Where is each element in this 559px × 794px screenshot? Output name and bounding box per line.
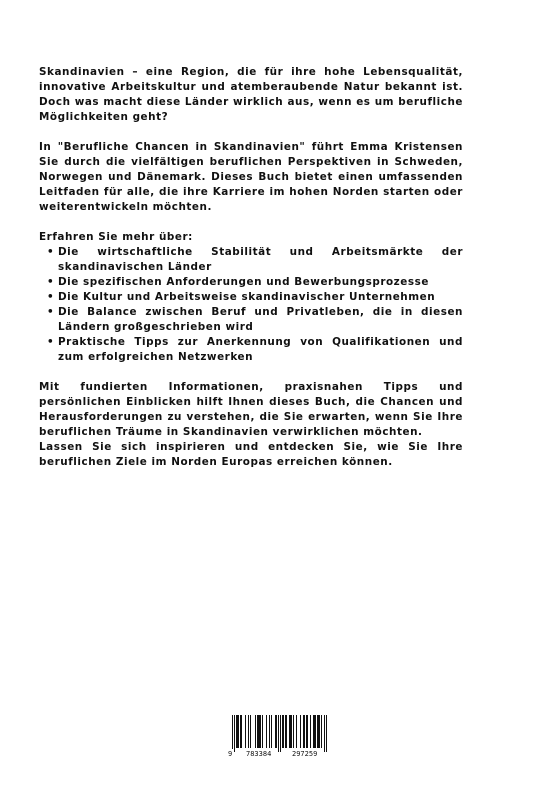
closing-paragraph-2: Lassen Sie sich inspirieren und entdecken Sie, wie Sie Ihre beruflichen Ziele im Norden Europas erreichen können. — [39, 441, 463, 468]
barcode-bar — [250, 715, 251, 748]
intro-paragraph: Skandinavien – eine Region, die für ihre hohe Lebensqualität, innovative Arbeitskultur und atemberaubende Natur bekannt ist. Doch was macht diese Länder wirklich aus, wenn es um berufliche Möglichkeiten geht? — [39, 66, 463, 123]
barcode-bar — [282, 715, 283, 748]
barcode-bar — [300, 715, 301, 748]
barcode-bar — [321, 715, 322, 748]
barcode-bar — [307, 715, 308, 748]
barcode-bar — [326, 715, 327, 752]
barcode-digits — [229, 749, 330, 760]
barcode-bar — [314, 715, 315, 748]
barcode-bar — [257, 715, 258, 748]
barcode-bar — [296, 715, 297, 748]
barcode-bar — [240, 715, 241, 748]
barcode-bar — [291, 715, 292, 748]
barcode-bar — [313, 715, 314, 748]
list-item: • Die wirtschaftliche Stabilität und Arbeitsmärkte der skandinavischen Länder — [47, 246, 463, 273]
barcode-bar — [283, 715, 284, 748]
barcode-left-group: 783384 — [246, 750, 272, 758]
barcode-bar — [315, 715, 316, 748]
barcode-bar — [290, 715, 291, 748]
barcode-bar — [289, 715, 290, 748]
barcode-bar — [234, 715, 235, 752]
barcode-bar — [248, 715, 249, 748]
isbn-barcode — [229, 713, 330, 760]
back-cover-text — [39, 65, 463, 485]
book-paragraph: In "Berufliche Chancen in Skandinavien" führt Emma Kristensen Sie durch die vielfältigen beruflichen Perspektiven in Schweden, Norwegen und Dänemark. Dieses Buch bietet einen umfassenden Leitfaden für alle, die ihre Karriere im hohen Norden starten oder weiterentwickeln möchten. — [39, 141, 463, 213]
barcode-bar — [319, 715, 320, 748]
barcode-bar — [276, 715, 277, 748]
barcode-bar — [293, 715, 294, 748]
barcode-bar — [269, 715, 270, 748]
list-item: • Die spezifischen Anforderungen und Bewerbungsprozesse — [47, 276, 429, 288]
barcode-bars — [229, 713, 330, 753]
barcode-bar — [237, 715, 238, 748]
barcode-bar — [286, 715, 287, 748]
barcode-first-digit: 9 — [228, 750, 233, 758]
barcode-bar — [245, 715, 246, 748]
barcode-bar — [303, 715, 304, 748]
list-item: • Die Balance zwischen Beruf und Privatleben, die in diesen Ländern großgeschrieben wird — [47, 306, 463, 333]
barcode-bar — [262, 715, 263, 748]
barcode-bar — [260, 715, 261, 748]
barcode-bar — [304, 715, 305, 748]
feature-list — [39, 245, 463, 365]
list-title: Erfahren Sie mehr über: — [39, 231, 193, 243]
barcode-bar — [266, 715, 267, 748]
barcode-bar — [278, 715, 279, 752]
barcode-bar — [241, 715, 242, 748]
barcode-bar — [324, 715, 325, 752]
closing-paragraph-1: Mit fundierten Informationen, praxisnahen Tipps und persönlichen Einblicken hilft Ihnen dieses Buch, die Chancen und Herausforderungen zu verstehen, die Sie erwarten, wenn Sie Ihre beruflichen Träume in Skandinavien verwirklichen möchten. — [39, 381, 463, 438]
barcode-bar — [310, 715, 311, 748]
barcode-bar — [258, 715, 259, 748]
list-item: • Praktische Tipps zur Anerkennung von Qualifikationen und zum erfolgreichen Netzwerken — [47, 336, 463, 363]
barcode-bar — [285, 715, 286, 748]
bullet: • — [47, 246, 55, 258]
barcode-bar — [318, 715, 319, 748]
bullet: • — [47, 291, 55, 303]
barcode-bar — [280, 715, 281, 752]
barcode-bar — [255, 715, 256, 748]
bullet: • — [47, 276, 55, 288]
barcode-bar — [271, 715, 272, 748]
barcode-bar — [236, 715, 237, 748]
barcode-bar — [306, 715, 307, 748]
barcode-bar — [275, 715, 276, 748]
barcode-bar — [259, 715, 260, 748]
bullet: • — [47, 336, 55, 348]
barcode-bar — [238, 715, 239, 748]
bullet: • — [47, 306, 55, 318]
list-item: • Die Kultur und Arbeitsweise skandinavischer Unternehmen — [47, 291, 436, 303]
barcode-right-group: 297259 — [292, 750, 318, 758]
barcode-bar — [317, 715, 318, 748]
barcode-bar — [232, 715, 233, 752]
